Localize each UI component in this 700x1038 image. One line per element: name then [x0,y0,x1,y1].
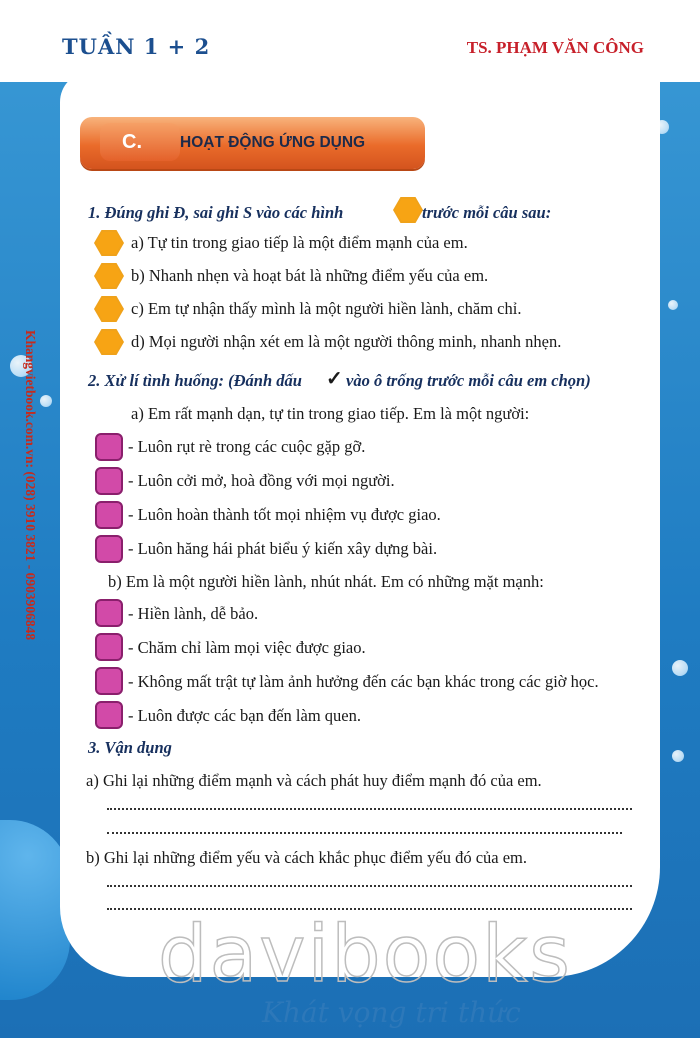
q1-item: b) Nhanh nhẹn và hoạt bát là những điểm yếu của em. [131,266,489,285]
q1-prompt-end: trước mỗi câu sau: [422,203,552,222]
q2-option: - Luôn cởi mở, hoà đồng với mọi người. [128,471,395,490]
checkbox[interactable] [95,535,123,563]
q2-option: - Luôn hăng hái phát biểu ý kiến xây dựng bài. [128,539,438,558]
q2-option: - Luôn rụt rè trong các cuộc gặp gỡ. [128,437,366,456]
slogan: Khát vọng tri thức [262,996,521,1029]
section-banner [80,117,425,169]
sidebar-contact: Khangvietbook.com.vn: (028) 3910 3821 - 0903906848 [23,330,38,641]
answer-line[interactable] [107,806,632,810]
answer-line[interactable] [107,830,622,834]
bubble [672,660,688,676]
checkbox[interactable] [95,599,123,627]
q1-item: a) Tự tin trong giao tiếp là một điểm mạnh của em. [131,233,468,252]
q2-option: - Chăm chỉ làm mọi việc được giao. [128,638,366,657]
q1-prompt: 1. Đúng ghi Đ, sai ghi S vào các hình [88,203,344,222]
checkbox[interactable] [95,433,123,461]
q2-option: - Luôn hoàn thành tốt mọi nhiệm vụ được giao. [128,505,441,524]
answer-line[interactable] [107,883,632,887]
q3-b: b) Ghi lại những điểm yếu và cách khắc phục điểm yếu đó của em. [86,848,528,867]
section-title: HOẠT ĐỘNG ỨNG DỤNG [180,134,366,151]
checkbox[interactable] [95,633,123,661]
q2-option: - Luôn được các bạn đến làm quen. [128,706,361,725]
author-name: TS. PHẠM VĂN CÔNG [466,38,644,57]
q1-item: c) Em tự nhận thấy mình là một người hiền lành, chăm chỉ. [131,299,522,318]
checkbox[interactable] [95,667,123,695]
bubble [668,300,678,310]
q2-prompt: 2. Xử lí tình huống: (Đánh dấu [88,371,302,390]
q1-item: d) Mọi người nhận xét em là một người thông minh, nhanh nhẹn. [131,332,562,351]
section-letter: C. [100,123,180,161]
bubble [672,750,684,762]
watermark: davibooks [158,910,572,1000]
q2-option: - Hiền lành, dễ bảo. [128,604,259,623]
checkbox[interactable] [95,501,123,529]
checkbox[interactable] [95,467,123,495]
q2-option: - Không mất trật tự làm ảnh hưởng đến các bạn khác trong các giờ học. [128,672,599,691]
q2-part-a: a) Em rất mạnh dạn, tự tin trong giao tiếp. Em là một người: [131,404,530,423]
checkmark-icon: ✓ [326,368,343,390]
q2-part-b: b) Em là một người hiền lành, nhút nhát. Em có những mặt mạnh: [108,572,544,591]
q3-title: 3. Vận dụng [88,738,172,757]
q3-a: a) Ghi lại những điểm mạnh và cách phát huy điểm mạnh đó của em. [86,771,542,790]
q2-prompt-end: vào ô trống trước mỗi câu em chọn) [346,371,591,390]
checkbox[interactable] [95,701,123,729]
week-label: TUẦN 1 + 2 [62,34,211,59]
